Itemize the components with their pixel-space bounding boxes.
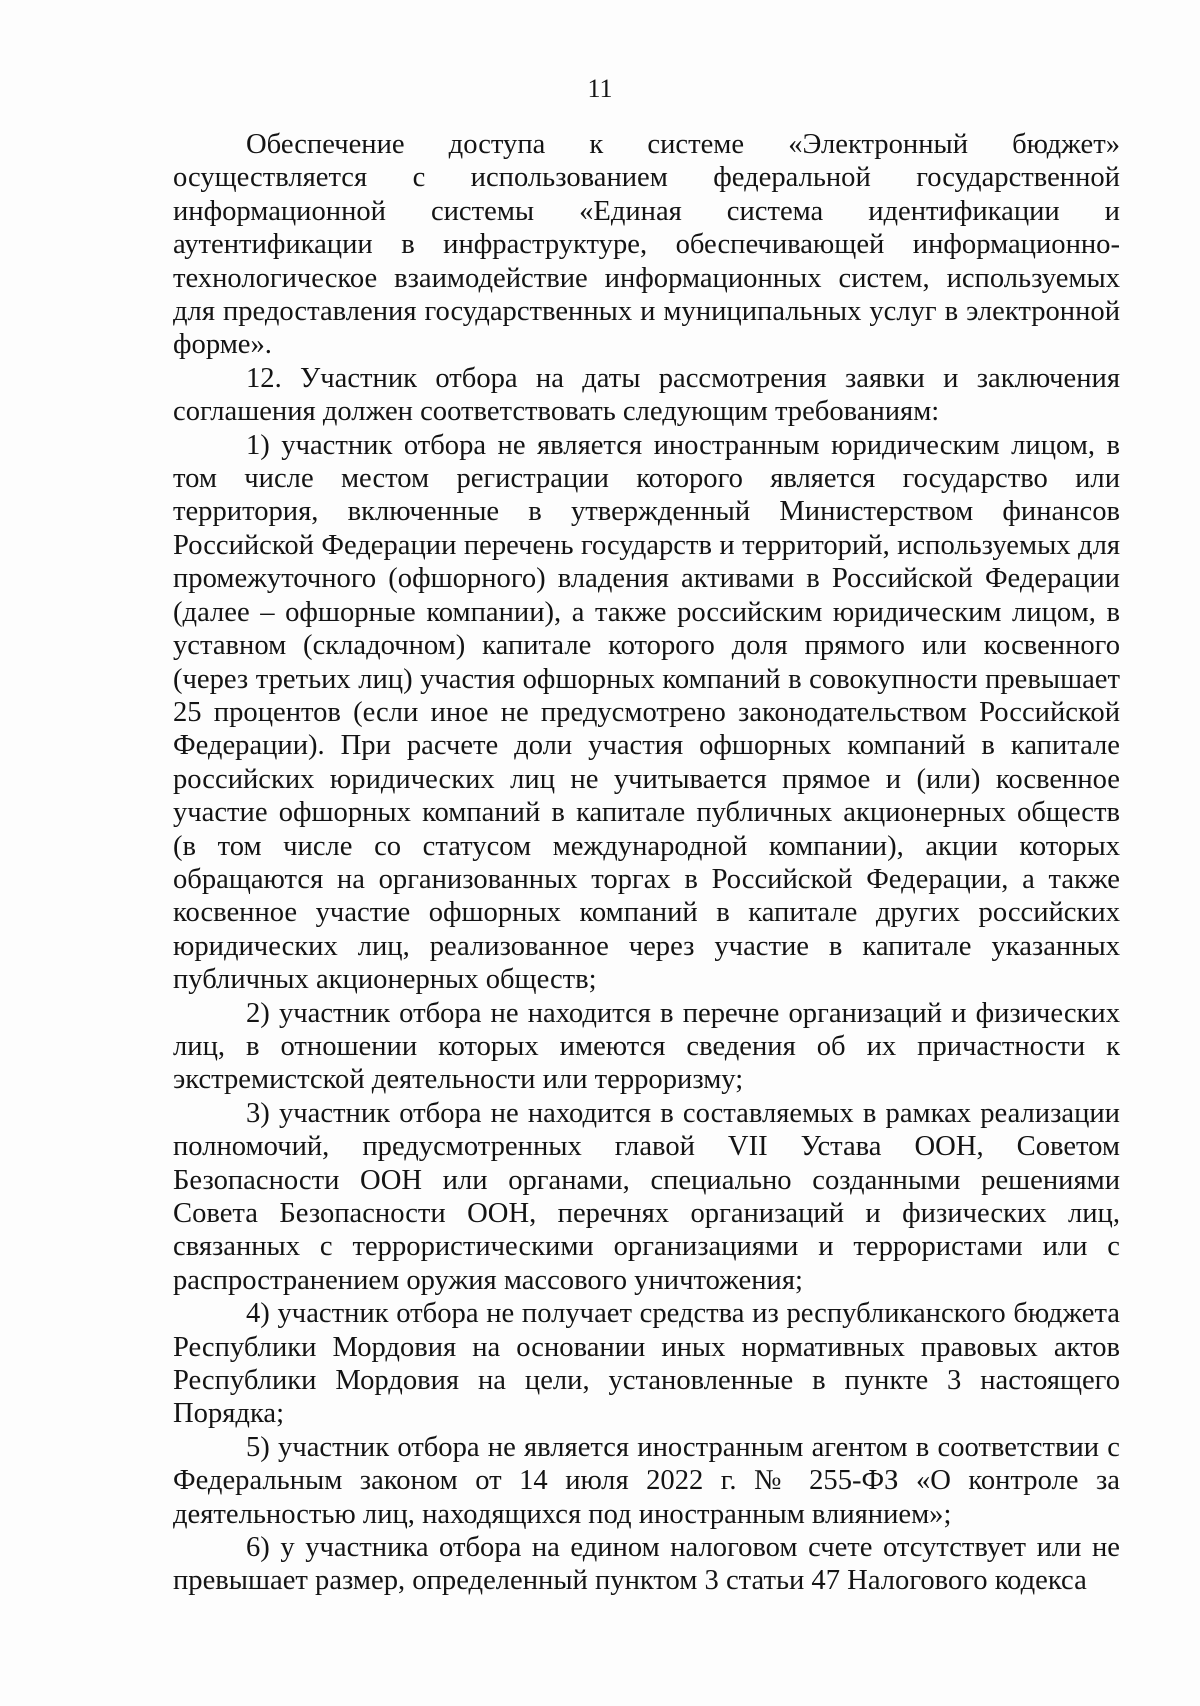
page-number: 11 <box>587 74 613 103</box>
paragraph-requirement-6: 6) у участника отбора на едином налоговом счете отсутствует или не превышает размер, определенный пунктом 3 статьи 47 Налогового кодекса <box>173 1532 1120 1597</box>
paragraph-requirement-3: 3) участник отбора не находится в составляемых в рамках реализации полномочий, предусмотренных главой VII Устава ООН, Советом Безопасности ООН или органами, специально созданными решениями Совета Безопасности ООН, перечнях организаций и физических лиц, связанных с террористическими организациями и террористами или с распространением оружия массового уничтожения; <box>173 1097 1120 1296</box>
paragraph-requirement-5: 5) участник отбора не является иностранным агентом в соответствии с Федеральным законом от 14 июля 2022 г. № 255-ФЗ «О контроле за деятельностью лиц, находящихся под иностранным влиянием»; <box>173 1431 1120 1530</box>
paragraph-12-requirements: 12. Участник отбора на даты рассмотрения заявки и заключения соглашения должен соответствовать следующим требованиям: <box>173 362 1120 428</box>
document-text <box>173 128 1120 1598</box>
paragraph-requirement-2: 2) участник отбора не находится в перечне организаций и физических лиц, в отношении которых имеются сведения об их причастности к экстремистской деятельности или терроризму; <box>173 997 1120 1096</box>
paragraph-requirement-1: 1) участник отбора не является иностранным юридическим лицом, в том числе местом регистрации которого является государство или территория, включенные в утвержденный Министерством финансов Российской Федерации перечень государств и территорий, используемых для промежуточного (офшорного) владения активами в Российской Федерации (далее – офшорные компании), а также российским юридическим лицом, в уставном (складочном) капитале которого доля прямого или косвенного (через третьих лиц) участия офшорных компаний в совокупности превышает 25 процентов (если иное не предусмотрено законодательством Российской Федерации). При расчете доли участия офшорных компаний в капитале российских юридических лиц не учитывается прямое и (или) косвенное участие офшорных компаний в капитале публичных акционерных обществ (в том числе со статусом международной компании), акции которых обращаются на организованных торгах в Российской Федерации, а также косвенное участие офшорных компаний в капитале других российских юридических лиц, реализованное через участие в капитале указанных публичных акционерных обществ; <box>173 429 1120 996</box>
paragraph-esia-access: Обеспечение доступа к системе «Электронный бюджет» осуществляется с использованием федеральной государственной информационной системы «Единая система идентификации и аутентификации в инфраструктуре, обеспечивающей информационно-технологическое взаимодействие информационных систем, используемых для предоставления государственных и муниципальных услуг в электронной форме». <box>173 129 1120 361</box>
paragraph-requirement-4: 4) участник отбора не получает средства из республиканского бюджета Республики Мордовия на основании иных нормативных правовых актов Республики Мордовия на цели, установленные в пункте 3 настоящего Порядка; <box>173 1298 1120 1430</box>
